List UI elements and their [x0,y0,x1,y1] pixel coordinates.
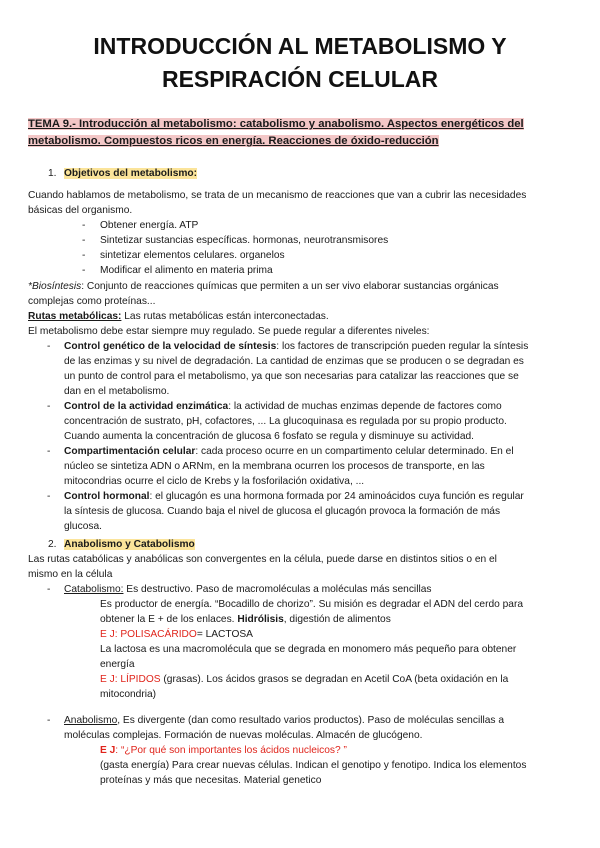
bullet-dash: - [47,446,51,457]
bullet-dash: - [82,265,86,276]
objective-item: Obtener energía. ATP [100,220,199,231]
level1-text: : los factores de transcripción pueden regular la síntesis [276,341,529,352]
level2-line3: Cuando aumenta la concentración de glucosa 6 fosfato se regula y disminuye su actividad. [64,431,475,442]
section2-heading-text: Anabolismo y Catabolismo [64,539,195,550]
level3-line3: mitocondrias ocurre el ciclo de Krebs y la fosforilación oxidativa, ... [64,476,365,487]
section2-heading [64,537,195,552]
bullet-dash: - [47,401,51,412]
bullet-dash: - [82,235,86,246]
bullet-dash: - [47,584,51,595]
example1-text: = LACTOSA [196,629,253,640]
anabolismo-p2: proteínas y más que necesitas. Material genetico [100,775,322,786]
title-line-1: INTRODUCCIÓN AL METABOLISMO Y [93,33,507,59]
catabolismo-p4: energía [100,659,135,670]
catabolismo-p2-start: obtener la E + de los enlaces. [100,614,238,625]
bullet-dash: - [82,250,86,261]
example1-label: E J: POLISACÁRIDO [100,629,197,640]
biosintesis-line2: complejas como proteínas... [28,296,156,307]
level3-line2: núcleo se sintetiza ADN o ARNm, en la membrana ocurren los procesos de transporte, en las [64,461,485,472]
level1-label: Control genético de la velocidad de síntesis [64,341,277,352]
level2-text: : la actividad de muchas enzimas depende de factores como [228,401,502,412]
section2-number: 2. [48,539,57,550]
objective-item: Modificar el alimento en materia prima [100,265,273,276]
catabolismo-p3: La lactosa es una macromolécula que se degrada en monomero más pequeño para obtener [100,644,517,655]
anabolismo-text1: , Es divergente (dan como resultado varios productos). Paso de moléculas sencillas a [117,715,504,726]
anabolismo-example-label: E J [100,745,116,756]
level1-line3: un punto de control para el metabolismo, ya que son necesarias para catalizar las reacciones que se [64,371,519,382]
section2-intro-line1: Las rutas catabólicas y anabólicas son convergentes en la célula, puede darse en distintos sitios o en el [28,554,497,565]
biosintesis-line1 [28,279,499,294]
catabolismo-label: Catabolismo: [64,584,124,595]
level4-line3: glucosa. [64,521,102,532]
level4-label: Control hormonal [64,491,150,502]
anabolismo-example [100,743,347,758]
rutas-text: Las rutas metabólicas están interconectadas. [121,311,329,322]
level1-line1 [64,339,528,354]
biosintesis-text: : Conjunto de reacciones químicas que permiten a un ser vivo elaborar sustancias orgánicas [81,281,499,292]
section1-number: 1. [48,168,57,179]
catabolismo-p2 [100,612,391,627]
hidrolisis-term: Hidrólisis [237,614,284,625]
catabolismo-p1: Es productor de energía. “Bocadillo de chorizo”. Su misión es degradar el ADN del cerdo para [100,599,524,610]
anabolismo-example-text: : “¿Por qué son importantes los ácidos nucleicos? ” [115,745,347,756]
section2-intro-line2: mismo en la célula [28,569,113,580]
catabolismo-example1 [100,627,253,642]
objective-item: sintetizar elementos celulares. organelos [100,250,285,261]
anabolismo-p1: (gasta energía) Para crear nuevas células. Indican el genotipo y fenotipo. Indica los elementos [100,760,527,771]
catabolismo-text: Es destructivo. Paso de macromoléculas a moléculas más sencillas [123,584,432,595]
topic-line-1: TEMA 9.- Introducción al metabolismo: catabolismo y anabolismo. Aspectos energéticos del [28,118,524,130]
level1-line2: de las enzimas y su nivel de degradación. La cantidad de enzimas que se producen o se degradan es [64,356,524,367]
level1-line4: dan en el metabolismo. [64,386,170,397]
level4-text: : el glucagón es una hormona formada por 24 aminoácidos cuya función es regular [149,491,524,502]
level4-line1 [64,489,524,504]
catabolismo-p5: mitocondria) [100,689,157,700]
example2-label: E J: LÍPIDOS [100,674,161,685]
level2-line1 [64,399,502,414]
anabolismo-line1 [64,713,504,728]
rutas-label: Rutas metabólicas: [28,311,122,322]
biosintesis-label: *Biosíntesis [28,281,82,292]
title-line-2: RESPIRACIÓN CELULAR [161,66,438,92]
level3-label: Compartimentación celular [64,446,196,457]
rutas-line [28,309,329,324]
catabolismo-example2 [100,672,508,687]
level3-line1 [64,444,514,459]
topic-line-2: metabolismo. Compuestos ricos en energía. Reacciones de óxido-reducción [28,135,439,147]
catabolismo-p2-end: , digestión de alimentos [283,614,391,625]
level2-label: Control de la actividad enzimática [64,401,229,412]
level2-line2: concentración de sustrato, pH, cofactores, ... La glucoquinasa es regulada por su propio producto. [64,416,507,427]
anabolismo-line2: moléculas complejas. Formación de nuevas moléculas. Almacén de glucógeno. [64,730,423,741]
level4-line2: la síntesis de glucosa. Cuando baja el nivel de glucosa el glucagón provoca la formación de más [64,506,501,517]
regulado-line: El metabolismo debe estar siempre muy regulado. Se puede regular a diferentes niveles: [28,326,430,337]
catabolismo-line [64,582,432,597]
section1-heading-text: Objetivos del metabolismo: [64,168,198,179]
level3-text: : cada proceso ocurre en un compartimento celular determinado. En el [195,446,514,457]
bullet-dash: - [47,715,51,726]
bullet-dash: - [47,491,51,502]
section1-intro-line2: básicas del organismo. [28,205,133,216]
anabolismo-label: Anabolismo [64,715,118,726]
bullet-dash: - [47,341,51,352]
section1-intro-line1: Cuando hablamos de metabolismo, se trata de un mecanismo de reacciones que van a cubrir las necesidades [28,190,527,201]
document-title [0,30,600,96]
example2-text: (grasas). Los ácidos grasos se degradan en Acetil CoA (beta oxidación en la [160,674,509,685]
topic-heading [28,116,568,150]
section1-heading [64,166,197,181]
bullet-dash: - [82,220,86,231]
objective-item: Sintetizar sustancias específicas. hormonas, neurotransmisores [100,235,389,246]
